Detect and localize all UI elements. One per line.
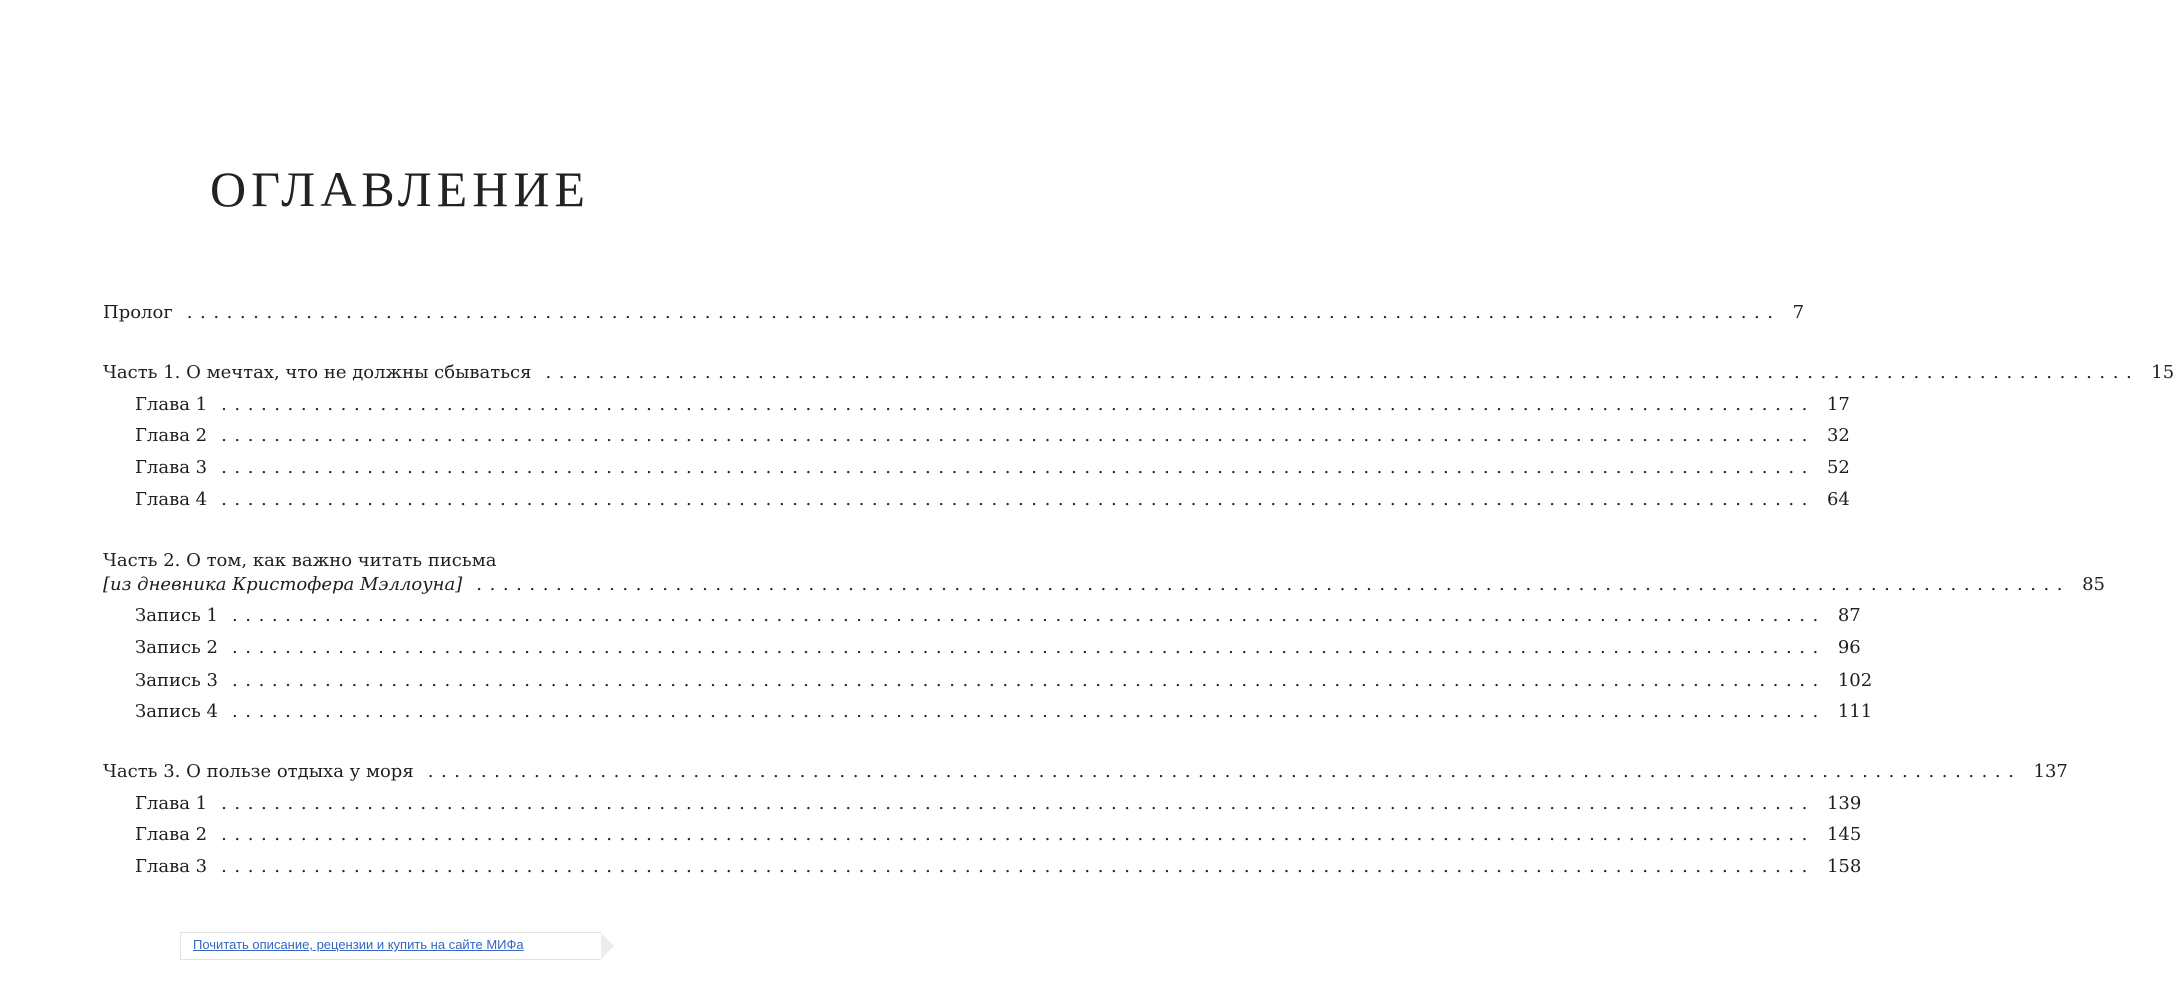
toc-page-number: 102 xyxy=(1837,670,1873,691)
dot-leader: ........................................................................................................................ xyxy=(232,605,1826,626)
dot-leader: ........................................................................................................................ xyxy=(232,701,1826,722)
toc-entry-label: Пролог xyxy=(103,302,173,323)
dot-leader: ........................................................................................................................ xyxy=(427,761,2022,782)
dot-leader: ........................................................................................................................ xyxy=(221,856,1815,877)
toc-page-number: 52 xyxy=(1826,457,1850,478)
toc-page-number: 64 xyxy=(1826,489,1850,510)
toc-entry-part1-chapter2[interactable] xyxy=(135,425,1850,453)
toc-page-number: 139 xyxy=(1826,793,1862,814)
toc-entry-label: Глава 4 xyxy=(135,489,208,510)
toc-page-number: 85 xyxy=(2082,574,2105,595)
toc-page-number: 7 xyxy=(1792,302,1805,323)
dot-leader: ........................................................................................................................ xyxy=(221,489,1815,510)
toc-page-number: 32 xyxy=(1826,425,1850,446)
toc-entry-part1[interactable] xyxy=(103,362,2174,390)
toc-entry-part2[interactable] xyxy=(103,574,2105,602)
toc-entry-part3-chapter2[interactable] xyxy=(135,824,1862,852)
dot-leader: ........................................................................................................................ xyxy=(545,362,2140,383)
toc-entry-label: Запись 4 xyxy=(135,701,218,722)
toc-entry-label: Запись 2 xyxy=(135,637,218,658)
toc-entry-label: Глава 3 xyxy=(135,856,208,877)
toc-entry-part3[interactable] xyxy=(103,761,2068,789)
toc-entry-part1-chapter3[interactable] xyxy=(135,457,1850,485)
toc-entry-part1-chapter4[interactable] xyxy=(135,489,1850,517)
toc-entry-label: Глава 2 xyxy=(135,824,208,845)
dot-leader: ........................................................................................................................ xyxy=(221,793,1815,814)
dot-leader: ........................................................................................................................ xyxy=(186,302,1781,323)
toc-page-number: 111 xyxy=(1837,701,1873,722)
footer-link-box xyxy=(180,932,601,960)
dot-leader: ........................................................................................................................ xyxy=(476,574,2071,595)
dot-leader: ........................................................................................................................ xyxy=(221,824,1815,845)
toc-page-number: 87 xyxy=(1837,605,1861,626)
toc-page-number: 145 xyxy=(1826,824,1862,845)
toc-entry-subtitle: [из дневника Кристофера Мэллоуна] xyxy=(103,574,463,595)
dot-leader: ........................................................................................................................ xyxy=(221,394,1815,415)
toc-part2-heading[interactable]: Часть 2. О том, как важно читать письма xyxy=(103,550,497,571)
dot-leader: ........................................................................................................................ xyxy=(221,457,1815,478)
toc-entry-label: Часть 1. О мечтах, что не должны сбываться xyxy=(103,362,532,383)
toc-entry-label: Глава 2 xyxy=(135,425,208,446)
toc-entry-part2-record2[interactable] xyxy=(135,637,1861,665)
toc-page-number: 15 xyxy=(2151,362,2174,383)
dot-leader: ........................................................................................................................ xyxy=(232,637,1826,658)
toc-entry-label: Запись 3 xyxy=(135,670,218,691)
dot-leader: ........................................................................................................................ xyxy=(221,425,1815,446)
toc-page-number: 17 xyxy=(1826,394,1850,415)
toc-entry-part3-chapter3[interactable] xyxy=(135,856,1862,884)
toc-entry-part2-record1[interactable] xyxy=(135,605,1861,633)
toc-entry-part1-chapter1[interactable] xyxy=(135,394,1850,422)
toc-page-number: 96 xyxy=(1837,637,1861,658)
toc-entry-label: Глава 1 xyxy=(135,394,208,415)
toc-entry-label: Запись 1 xyxy=(135,605,218,626)
toc-entry-label: Глава 3 xyxy=(135,457,208,478)
toc-page-number: 158 xyxy=(1826,856,1862,877)
toc-entry-part2-record4[interactable] xyxy=(135,701,1873,729)
toc-entry-prologue[interactable] xyxy=(103,302,1805,330)
toc-page-number: 137 xyxy=(2033,761,2068,782)
dot-leader: ........................................................................................................................ xyxy=(232,670,1826,691)
page-title: ОГЛАВЛЕНИЕ xyxy=(210,161,590,217)
toc-entry-part2-record3[interactable] xyxy=(135,670,1873,698)
toc-entry-label: Глава 1 xyxy=(135,793,208,814)
buy-link[interactable]: Почитать описание, рецензии и купить на сайте МИФа xyxy=(193,937,524,952)
toc-entry-label: Часть 3. О пользе отдыха у моря xyxy=(103,761,414,782)
toc-entry-part3-chapter1[interactable] xyxy=(135,793,1862,821)
